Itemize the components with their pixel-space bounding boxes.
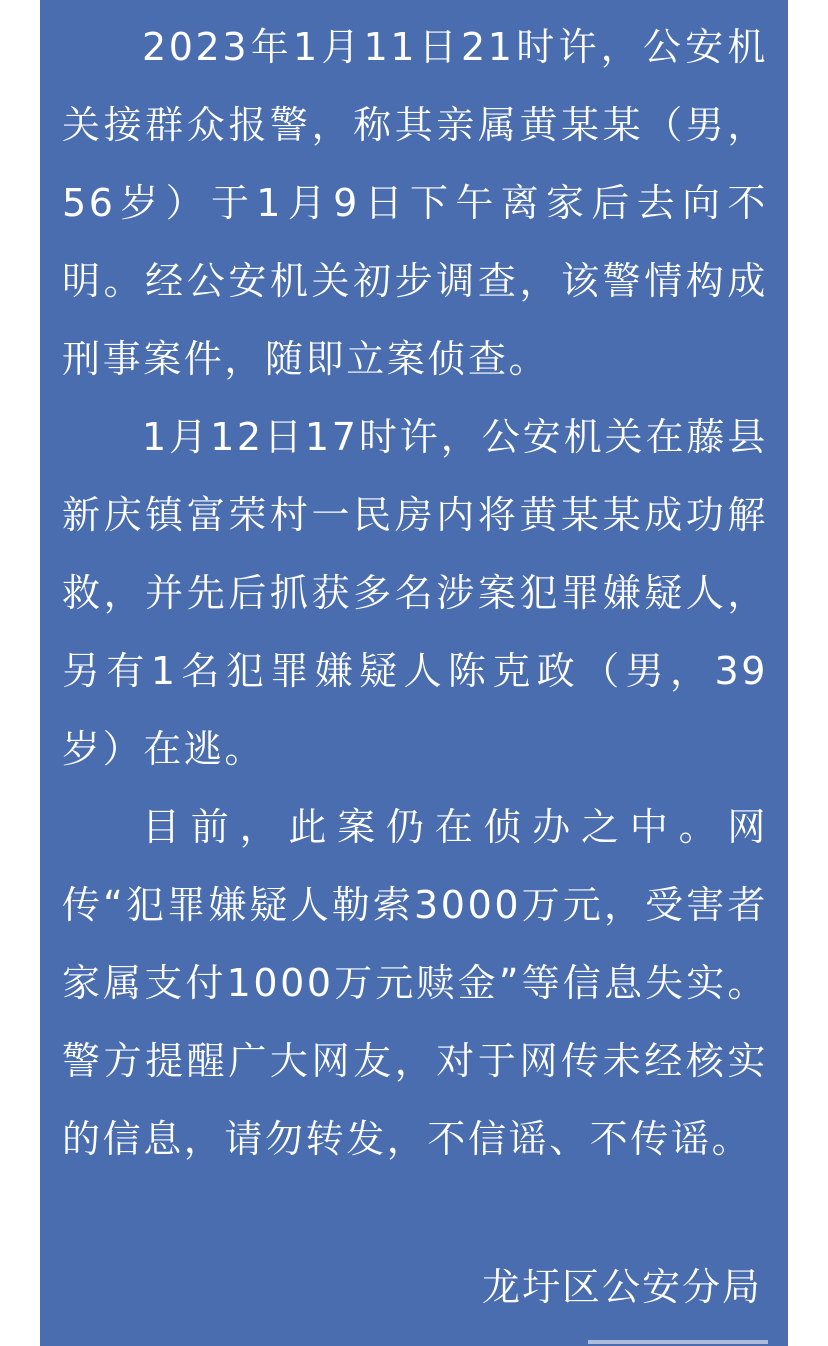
issuer-signature: 龙圩区公安分局 [481, 1265, 762, 1309]
cropped-date-line [588, 1336, 768, 1346]
paragraph-rumor: 目前，此案仍在侦办之中。网传“犯罪嫌疑人勒索3000万元，受害者家属支付1000万元赎金”等信息失实。警方提醒广大网友，对于网传未经核实的信息，请勿转发，不信谣、不传谣。 [62, 805, 768, 1161]
paragraph-rescue: 1月12日17时许，公安机关在藤县新庆镇富荣村一民房内将黄某某成功解救，并先后抓获多名涉案犯罪嫌疑人，另有1名犯罪嫌疑人陈克政（男，39岁）在逃。 [62, 415, 768, 771]
notice-panel [40, 0, 788, 1346]
notice-body [62, 8, 768, 1178]
paragraph-report: 2023年1月11日21时许，公安机关接群众报警，称其亲属黄某某（男，56岁）于1月9日下午离家后去向不明。经公安机关初步调查，该警情构成刑事案件，随即立案侦查。 [62, 25, 768, 381]
